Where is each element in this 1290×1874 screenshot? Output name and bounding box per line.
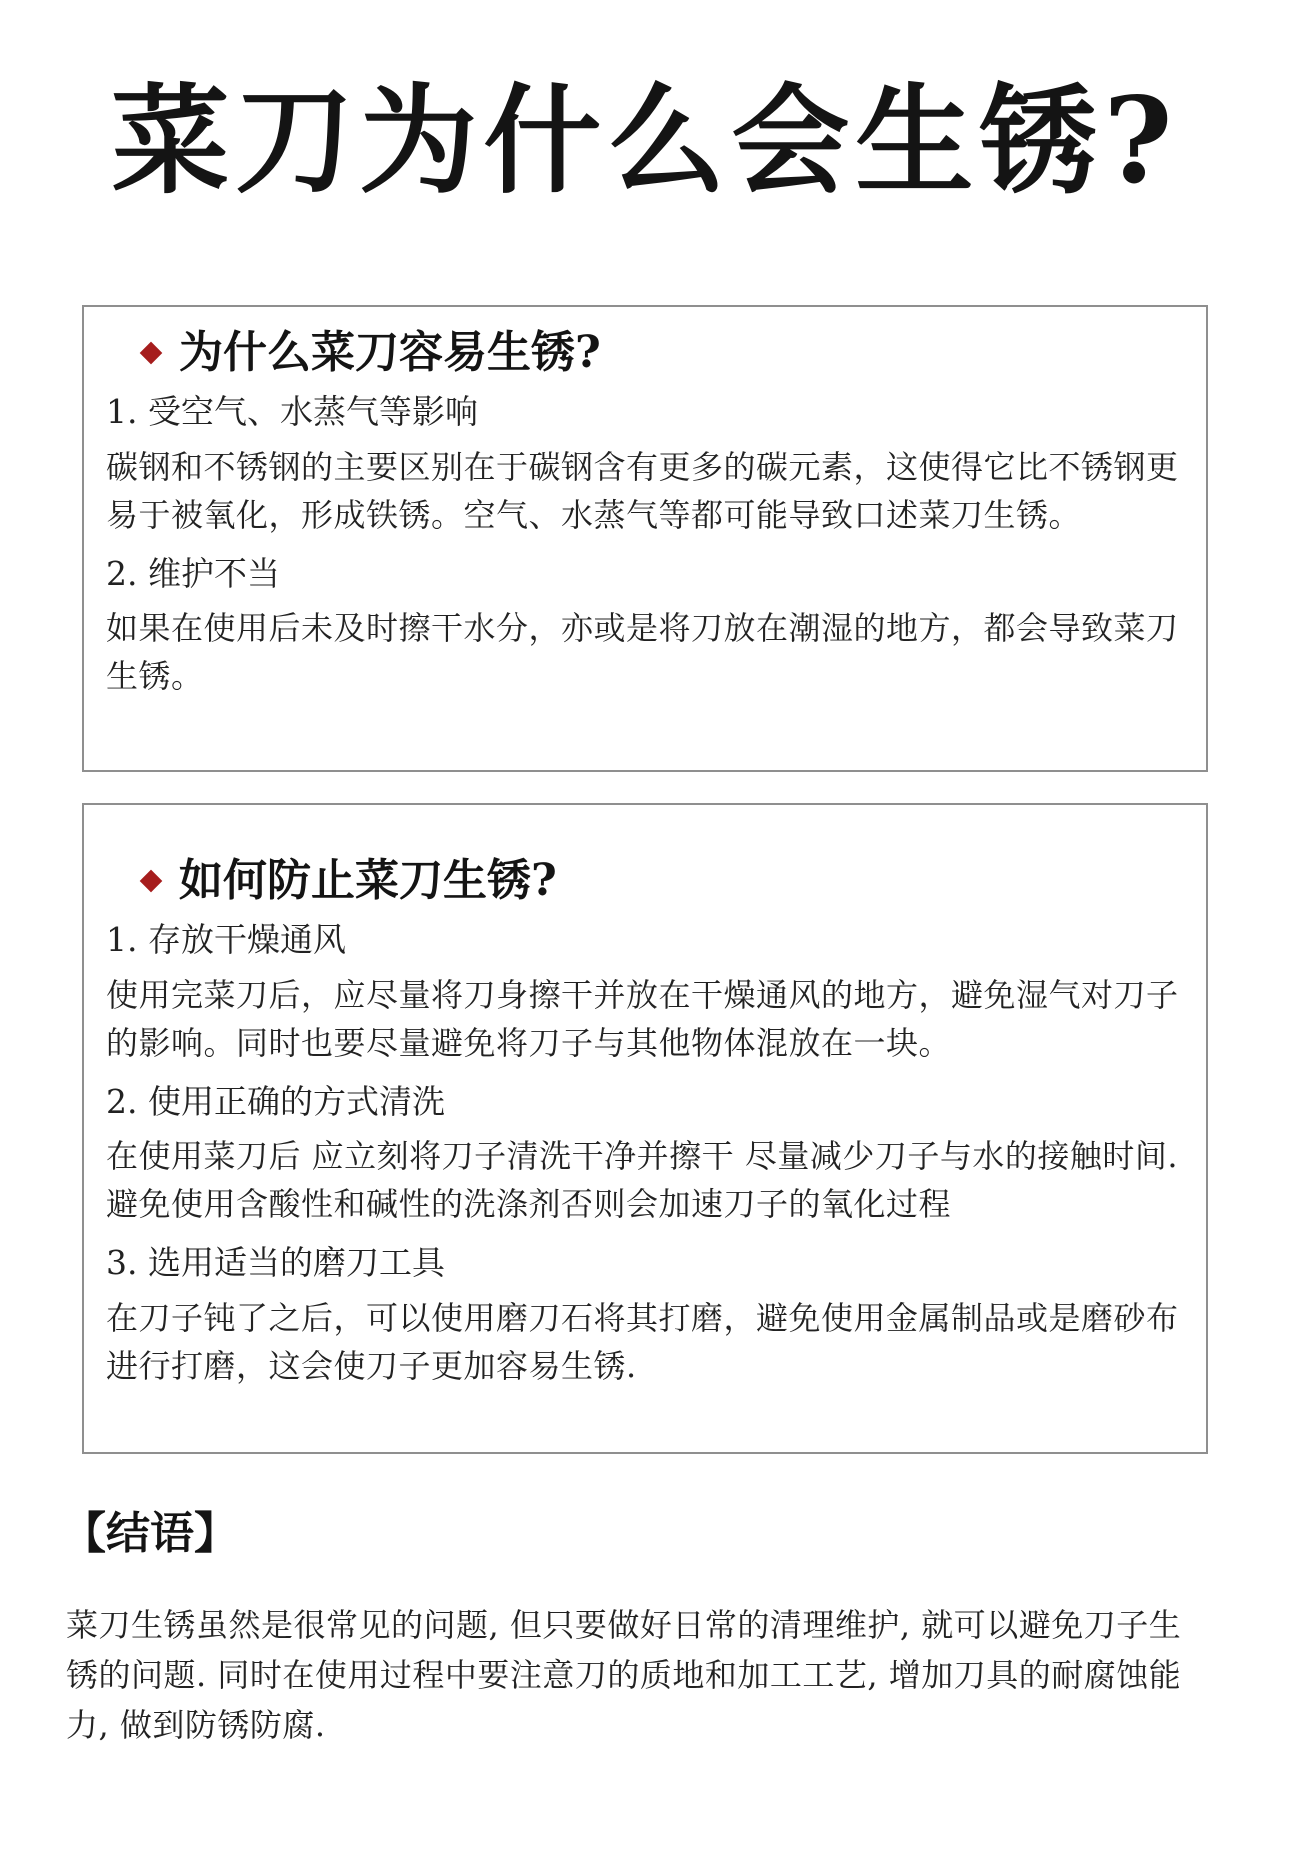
section-heading	[139, 855, 557, 908]
section-body	[106, 387, 1192, 710]
section-heading-text: 为什么菜刀容易生锈?	[179, 327, 601, 378]
paragraph: 碳钢和不锈钢的主要区别在于碳钢含有更多的碳元素，这使得它比不锈钢更易于被氧化，形成铁锈。空气、水蒸气等都可能导致口述菜刀生锈。	[106, 447, 1179, 534]
diamond-bullet-icon	[140, 870, 163, 893]
diamond-bullet-icon	[140, 342, 163, 365]
subheading: 2. 使用正确的方式清洗	[106, 1081, 445, 1121]
subheading: 1. 受空气、水蒸气等影响	[106, 392, 478, 431]
subheading: 3. 选用适当的磨刀工具	[106, 1243, 445, 1282]
paragraph: 使用完菜刀后，应尽量将刀身擦干并放在干燥通风的地方，避免湿气对刀子的影响。同时也要尽量避免将刀子与其他物体混放在一块。	[106, 975, 1179, 1062]
section-prevent-rust	[82, 803, 1208, 1454]
section-body	[106, 915, 1192, 1400]
paragraph: 在使用菜刀后 应立刻将刀子清洗干净并擦干 尽量减少刀子与水的接触时间. 避免使用含酸性和碱性的洗涤剂否则会加速刀子的氧化过程	[106, 1137, 1179, 1223]
subheading: 2. 维护不当	[106, 553, 280, 593]
subheading: 1. 存放干燥通风	[106, 920, 346, 959]
page-title: 菜刀为什么会生锈?	[111, 71, 1179, 210]
paragraph: 在刀子钝了之后，可以使用磨刀石将其打磨，避免使用金属制品或是磨砂布进行打磨，这会使刀子更加容易生锈.	[106, 1298, 1179, 1385]
paragraph: 如果在使用后未及时擦干水分，亦或是将刀放在潮湿的地方，都会导致菜刀生锈。	[106, 609, 1179, 695]
conclusion-title: 【结语】	[62, 1508, 238, 1559]
section-why-rust	[82, 305, 1208, 772]
conclusion-text: 菜刀生锈虽然是很常见的问题, 但只要做好日常的清理维护, 就可以避免刀子生锈的问题. 同时在使用过程中要注意刀的质地和加工工艺, 增加刀具的耐腐蚀能力, 做到防锈防腐.	[66, 1606, 1182, 1744]
section-heading	[139, 327, 601, 380]
section-heading-text: 如何防止菜刀生锈?	[179, 855, 557, 906]
